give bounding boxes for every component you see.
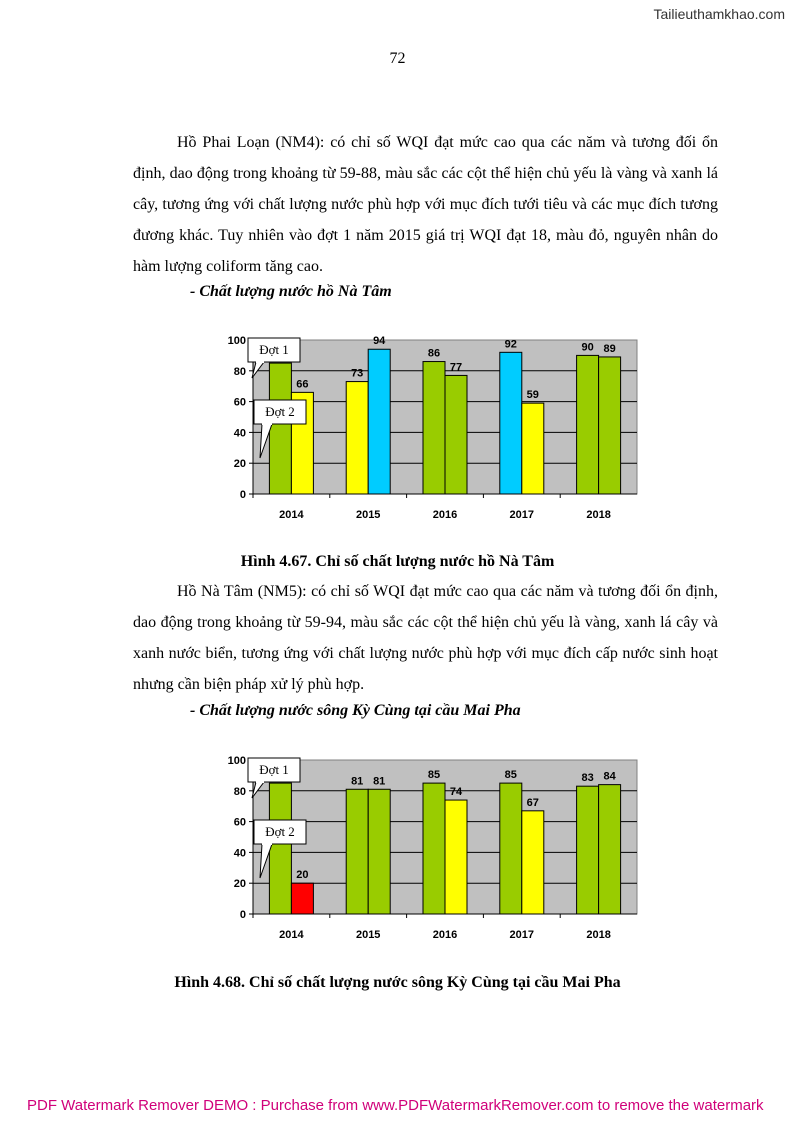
data-label: 83 <box>581 772 594 785</box>
data-label: 86 <box>427 347 441 360</box>
bar-2014-1 <box>269 783 291 914</box>
paragraph-nm5: Hồ Nà Tâm (NM5): có chỉ số WQI đạt mức cao qua các năm và tương đối ổn định, dao động trong khoảng từ 59-94, màu sắc các cột thể hiện chủ yếu là vàng, xanh lá cây và xanh nước biển, tương ứng với chất lượng nước phù hợp với mục đích cấp nước sinh hoạt nhưng cần biện pháp xử lý phù hợp. <box>133 583 718 693</box>
data-label: 85 <box>504 769 517 782</box>
x-tick-label: 2018 <box>586 929 611 941</box>
bar-2015-2 <box>368 349 390 494</box>
data-label: 66 <box>296 378 309 391</box>
data-label: 81 <box>351 775 364 788</box>
data-label: 92 <box>504 338 517 351</box>
y-tick-label: 80 <box>233 785 246 798</box>
y-tick-label: 60 <box>233 396 246 409</box>
y-tick-label: 20 <box>233 878 246 891</box>
wqi-chart-na-tam <box>220 326 650 531</box>
y-tick-label: 0 <box>239 909 246 921</box>
legend-label-dot-1: Đợt 1 <box>259 342 289 357</box>
site-watermark: Tailieuthamkhao.com <box>653 6 785 22</box>
legend-label-dot-1: Đợt 1 <box>259 762 289 777</box>
bar-2018-1 <box>577 786 599 914</box>
y-tick-label: 40 <box>233 847 246 860</box>
x-tick-label: 2018 <box>586 509 611 521</box>
x-tick-label: 2015 <box>355 929 381 941</box>
figure-caption-4-68: Hình 4.68. Chỉ số chất lượng nước sông Kỳ Cùng tại cầu Mai Pha <box>174 974 621 991</box>
data-label: 73 <box>351 367 364 380</box>
paragraph-nm4: Hồ Phai Loạn (NM4): có chỉ số WQI đạt mức cao qua các năm và tương đối ổn định, dao động trong khoảng từ 59-88, màu sắc các cột thể hiện chủ yếu là vàng và xanh lá cây, tương ứng với chất lượng nước phù hợp với mục đích tưới tiêu và các mục đích tương đương khác. Tuy nhiên vào đợt 1 năm 2015 giá trị WQI đạt 18, màu đỏ, nguyên nhân do hàm lượng coliform tăng cao. <box>133 134 718 275</box>
data-label: 81 <box>373 775 386 788</box>
bar-2016-2 <box>445 800 467 914</box>
section-heading-ky-cung: - Chất lượng nước sông Kỳ Cùng tại cầu Mai Pha <box>190 702 521 719</box>
bar-2017-1 <box>500 783 522 914</box>
y-tick-label: 60 <box>233 816 246 829</box>
wqi-chart-ky-cung <box>220 746 650 951</box>
bar-2016-1 <box>423 362 445 494</box>
legend-label-dot-2: Đợt 2 <box>265 404 295 419</box>
bar-2016-2 <box>445 375 467 494</box>
data-label: 89 <box>603 342 616 355</box>
data-label: 84 <box>603 770 616 783</box>
data-label: 94 <box>373 335 386 348</box>
y-tick-label: 0 <box>239 489 246 501</box>
bar-2018-2 <box>599 357 621 494</box>
section-heading-na-tam: - Chất lượng nước hồ Nà Tâm <box>190 283 392 300</box>
figure-caption-4-67: Hình 4.67. Chỉ số chất lượng nước hồ Nà Tâm <box>240 553 555 570</box>
data-label: 85 <box>427 769 441 782</box>
x-tick-label: 2017 <box>509 929 535 941</box>
data-label: 74 <box>449 786 463 799</box>
bar-2016-1 <box>423 783 445 914</box>
bar-2018-2 <box>599 785 621 914</box>
x-tick-label: 2017 <box>509 509 535 521</box>
bar-2015-2 <box>368 789 390 914</box>
bar-2014-2 <box>291 883 313 914</box>
page-number: 72 <box>389 50 406 67</box>
data-label: 77 <box>449 361 463 374</box>
data-label: 59 <box>526 389 539 402</box>
x-tick-label: 2014 <box>279 509 304 521</box>
data-label: 90 <box>581 341 594 354</box>
y-tick-label: 100 <box>227 755 246 767</box>
x-tick-label: 2016 <box>432 509 458 521</box>
demo-watermark-footer: PDF Watermark Remover DEMO : Purchase from www.PDFWatermarkRemover.com to remove the watermark <box>27 1097 764 1114</box>
bar-2015-1 <box>346 382 368 494</box>
bar-2017-1 <box>500 352 522 494</box>
y-tick-label: 100 <box>227 335 246 347</box>
bar-2018-1 <box>577 355 599 494</box>
x-tick-label: 2014 <box>279 929 304 941</box>
bar-2017-2 <box>522 403 544 494</box>
x-tick-label: 2016 <box>432 929 458 941</box>
y-tick-label: 40 <box>233 427 246 440</box>
y-tick-label: 80 <box>233 365 246 378</box>
legend-label-dot-2: Đợt 2 <box>265 824 295 839</box>
y-tick-label: 20 <box>233 458 246 471</box>
x-tick-label: 2015 <box>355 509 381 521</box>
data-label: 67 <box>526 796 539 809</box>
bar-2017-2 <box>522 811 544 914</box>
data-label: 20 <box>296 869 309 882</box>
bar-2014-1 <box>269 363 291 494</box>
bar-2015-1 <box>346 789 368 914</box>
